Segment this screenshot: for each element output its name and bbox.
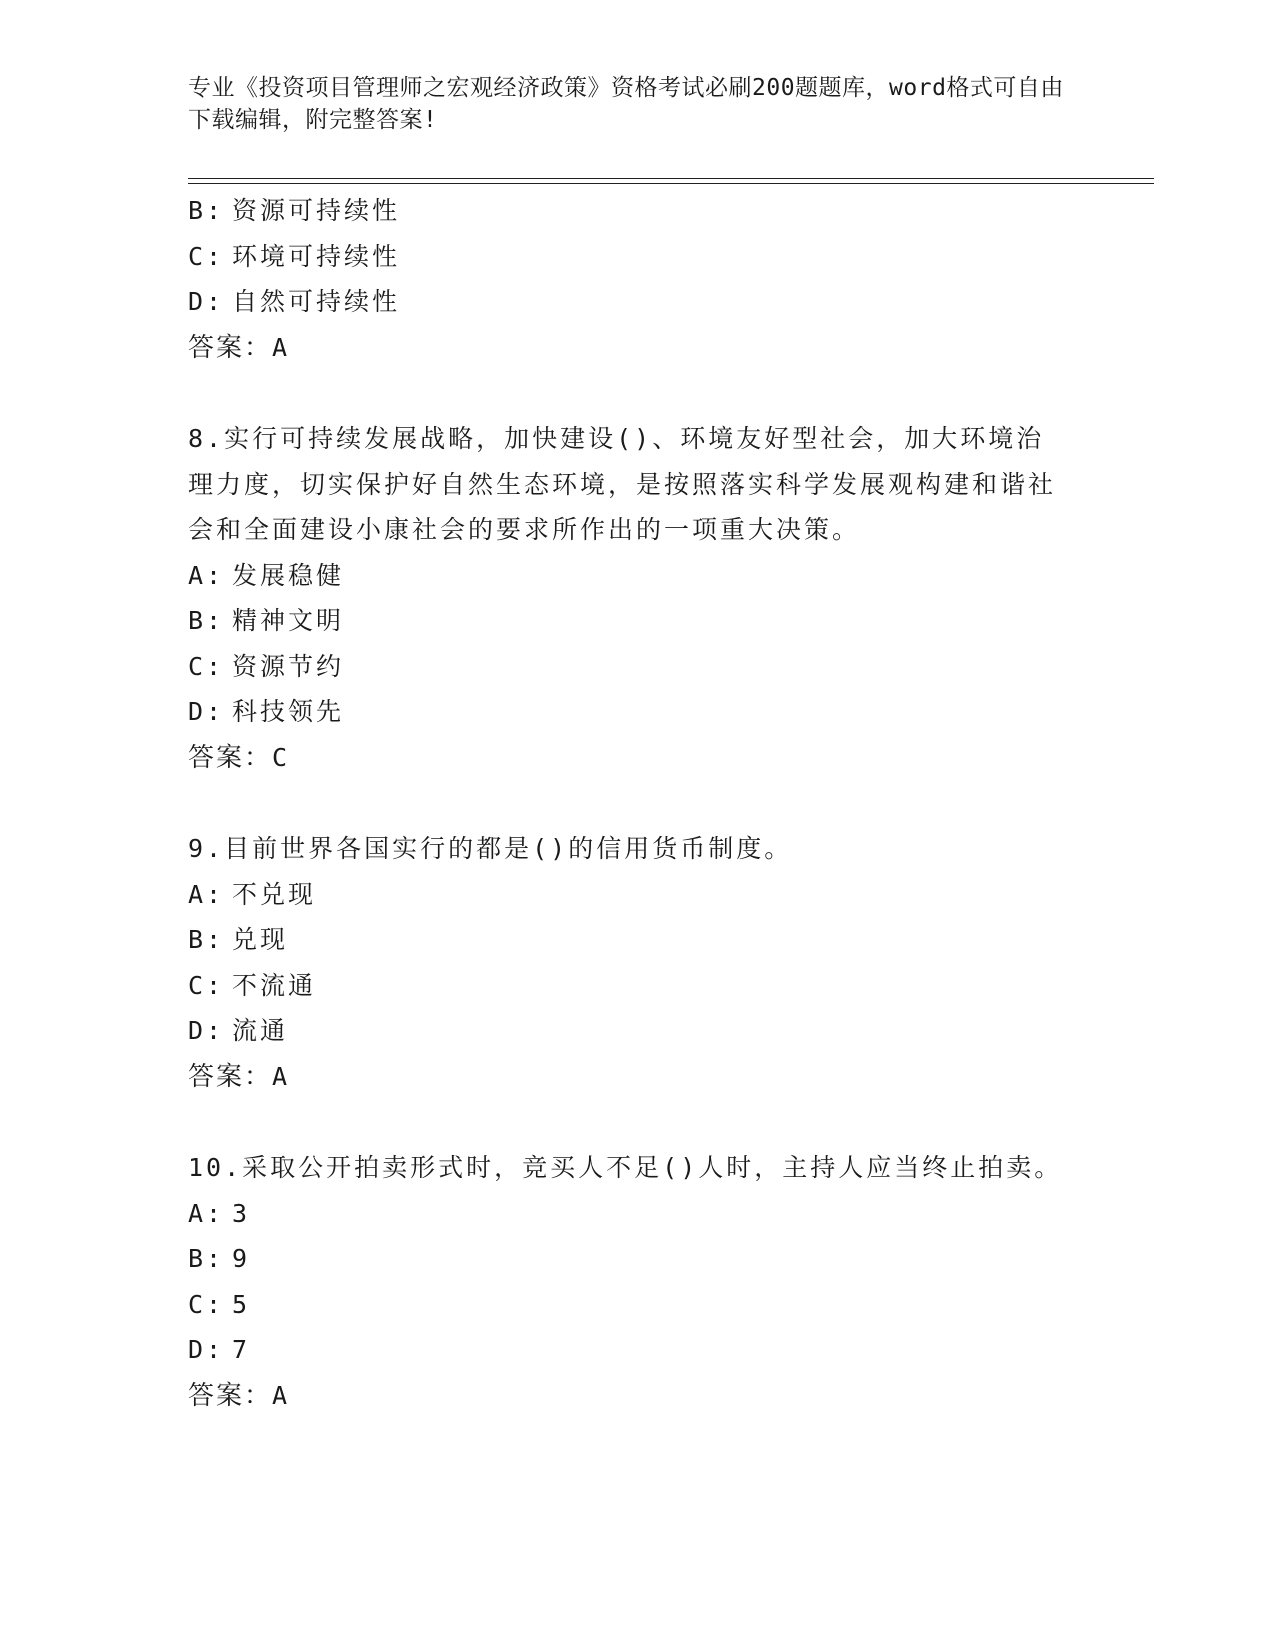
option-text: 3 xyxy=(232,1198,251,1228)
question-stem: 9.目前世界各国实行的都是()的信用货币制度。 xyxy=(188,834,793,863)
answer-line xyxy=(188,1054,1068,1101)
answer-value: A xyxy=(272,1380,290,1410)
answer-line xyxy=(188,735,1068,782)
header-divider-top xyxy=(188,178,1154,179)
option-key: A: xyxy=(188,560,225,590)
option-text: 9 xyxy=(232,1244,251,1273)
option-c xyxy=(188,963,1068,1009)
option-d xyxy=(188,279,1068,325)
option-b xyxy=(188,917,1068,963)
header-divider-bottom xyxy=(188,183,1154,184)
option-b xyxy=(188,598,1068,644)
option-c xyxy=(188,234,1068,280)
option-text: 精神文明 xyxy=(232,606,345,635)
answer-value: A xyxy=(272,332,290,362)
option-text: 环境可持续性 xyxy=(232,241,401,271)
option-b xyxy=(188,188,1068,234)
answer-label: 答案： xyxy=(188,742,273,773)
option-c xyxy=(188,1282,1068,1328)
option-d xyxy=(188,1327,1068,1373)
spacer xyxy=(188,1100,1068,1145)
question-block-10 xyxy=(188,1145,1068,1419)
option-d xyxy=(188,689,1068,735)
answer-label: 答案： xyxy=(188,1061,273,1092)
question-block-8 xyxy=(188,416,1068,781)
question-content xyxy=(188,188,1068,1419)
spacer xyxy=(188,781,1068,826)
page-header-title: 专业《投资项目管理师之宏观经济政策》资格考试必刷200题题库，word格式可自由下载编辑，附完整答案! xyxy=(188,75,1064,133)
option-key: B: xyxy=(188,606,225,635)
option-text: 资源节约 xyxy=(232,651,345,681)
answer-line xyxy=(188,1373,1068,1420)
option-key: D: xyxy=(188,1016,225,1045)
option-a xyxy=(188,553,1068,599)
option-key: B: xyxy=(188,196,225,225)
option-a xyxy=(188,872,1068,918)
answer-label: 答案： xyxy=(188,332,273,363)
option-key: A: xyxy=(188,879,225,909)
option-key: C: xyxy=(188,241,225,271)
option-text: 不流通 xyxy=(232,970,317,1000)
option-text: 自然可持续性 xyxy=(232,287,401,316)
option-key: D: xyxy=(188,287,225,316)
option-key: A: xyxy=(188,1198,225,1228)
option-text: 5 xyxy=(232,1289,251,1319)
spacer xyxy=(188,371,1068,416)
option-key: B: xyxy=(188,1244,225,1273)
option-key: C: xyxy=(188,970,225,1000)
option-key: D: xyxy=(188,1335,225,1364)
option-key: D: xyxy=(188,697,225,726)
continued-question-block xyxy=(188,188,1068,371)
question-stem: 8.实行可持续发展战略，加快建设()、环境友好型社会，加大环境治理力度，切实保护好自然生态环境，是按照落实科学发展观构建和谐社会和全面建设小康社会的要求所作出的一项重大决策。 xyxy=(188,424,1057,544)
question-block-9 xyxy=(188,826,1068,1100)
option-text: 发展稳健 xyxy=(232,560,345,590)
answer-line xyxy=(188,325,1068,372)
option-text: 资源可持续性 xyxy=(232,196,401,225)
option-c xyxy=(188,644,1068,690)
option-text: 科技领先 xyxy=(232,697,345,726)
answer-value: C xyxy=(272,742,290,772)
question-stem: 10.采取公开拍卖形式时，竞买人不足()人时，主持人应当终止拍卖。 xyxy=(188,1153,1063,1182)
option-text: 7 xyxy=(232,1335,251,1364)
answer-label: 答案： xyxy=(188,1380,273,1411)
option-a xyxy=(188,1191,1068,1237)
option-b xyxy=(188,1236,1068,1282)
option-text: 流通 xyxy=(232,1016,289,1045)
option-key: C: xyxy=(188,651,225,681)
option-key: C: xyxy=(188,1289,225,1319)
option-text: 兑现 xyxy=(232,925,289,954)
option-text: 不兑现 xyxy=(232,879,317,909)
answer-value: A xyxy=(272,1061,290,1091)
option-key: B: xyxy=(188,925,225,954)
option-d xyxy=(188,1008,1068,1054)
